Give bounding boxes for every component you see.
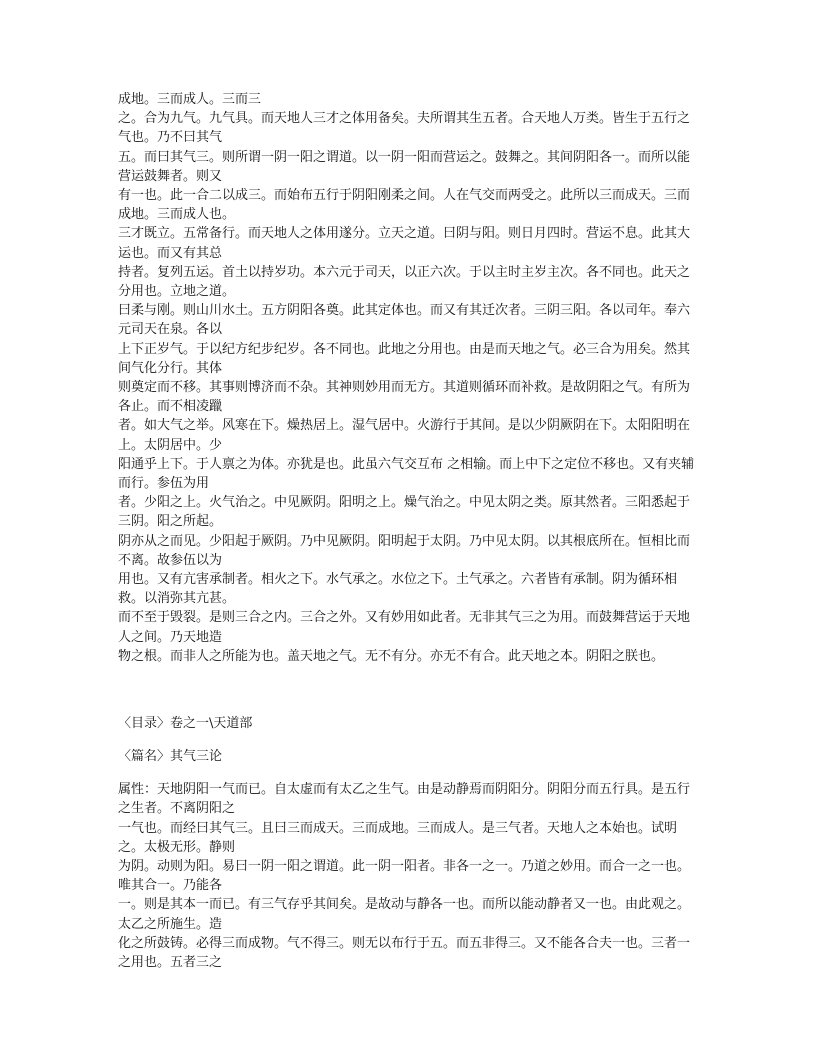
text-line: 曰柔与刚。则山川水土。五方阴阳各奠。此其定体也。而又有其迁次者。三阴三阳。各以司年。奉六元司天在泉。各以 [118,303,691,338]
text-line: 物之根。而非人之所能为也。盖天地之气。无不有分。亦无不有合。此天地之本。阴阳之朕也。 [118,648,665,664]
catalog-heading: 〈目录〉卷之一\天道部 [118,716,253,732]
text-line: 者。如大气之举。风寒在下。燥热居上。湿气居中。火游行于其间。是以少阴厥阴在下。太阳阳明在上。太阴居中。少 [118,418,691,453]
text-line: 化之所鼓铸。必得三而成物。气不得三。则无以布行于五。而五非得三。又不能各合夫一也。三者一之用也。五者三之 [118,935,691,970]
text-line: 属性：天地阴阳一气而已。自太虚而有太乙之生气。由是动静焉而阴阳分。阴阳分而五行具。是五行之生者。不离阴阳之 [118,782,691,817]
text-line: 一气也。而经曰其气三。且曰三而成天。三而成地。三而成人。是三气者。天地人之本始也。试明之。太极无形。静则 [118,820,678,855]
text-line: 成地。三而成人。三而三 [118,92,262,107]
text-line: 三才既立。五常备行。而天地人之体用遂分。立天之道。曰阴与阳。则日月四时。营运不息。此其大运也。而又有其总 [118,226,691,261]
text-line: 用也。又有亢害承制者。相火之下。水气承之。水位之下。土气承之。六者皆有承制。阴为循环相救。以消弥其亢甚。 [118,572,678,607]
text-line: 为阴。动则为阳。易曰一阴一阳之谓道。此一阴一阳者。非各一之一。乃道之妙用。而合一之一也。唯其合一。乃能各 [118,858,691,894]
text-line: 之。合为九气。九气具。而天地人三才之体用备矣。夫所谓其生五者。合天地人万类。皆生于五行之气也。乃不曰其气 [118,111,691,146]
text-line: 者。少阳之上。火气治之。中见厥阴。阳明之上。燥气治之。中见太阴之类。原其然者。三阳悉起于三阴。阳之所起。 [118,495,691,530]
text-line: 阳通乎上下。于人禀之为体。亦犹是也。此虽六气交互布 之相输。而上中下之定位不移也。又有夹辅而行。参伍为用 [118,456,695,492]
chapter-title: 〈篇名〉其气三论 [118,749,223,765]
text-line: 上下正岁气。于以纪方纪步纪岁。各不同也。此地之分用也。由是而天地之气。必三合为用矣。然其间气化分行。其体 [118,341,691,376]
text-line: 而不至于毁裂。是则三合之内。三合之外。又有妙用如此者。无非其气三之为用。而鼓舞营运于天地人之间。乃天地造 [118,610,691,645]
text-line: 阴亦从之而见。少阳起于厥阴。乃中见厥阴。阳明起于太阴。乃中见太阴。以其根底所在。恒相比而不离。故参伍以为 [118,533,691,568]
text-line: 一。则是其本一而已。有三气存乎其间矣。是故动与静各一也。而所以能动静者又一也。由此观之。太乙之所施生。造 [118,897,691,932]
text-block-1 [118,90,698,666]
text-line: 持者。复列五运。首土以持岁功。本六元于司天，以正六次。于以主时主岁主次。各不同也。此天之分用也。立地之道。 [118,264,691,300]
text-line: 有一也。此一合二以成三。而始布五行于阴阳刚柔之间。人在气交而两受之。此所以三而成天。三而成地。三而成人也。 [118,188,691,223]
text-line: 则奠定而不移。其事则博济而不杂。其神则妙用而无方。其道则循环而补救。是故阴阳之气。有所为各止。而不相凌躐 [118,380,691,415]
document-page [118,90,698,972]
text-line: 五。而曰其气三。则所谓一阴一阳之谓道。以一阴一阳而营运之。鼓舞之。其间阴阳各一。而所以能营运鼓舞者。则又 [118,149,691,184]
text-block-2 [118,780,698,972]
